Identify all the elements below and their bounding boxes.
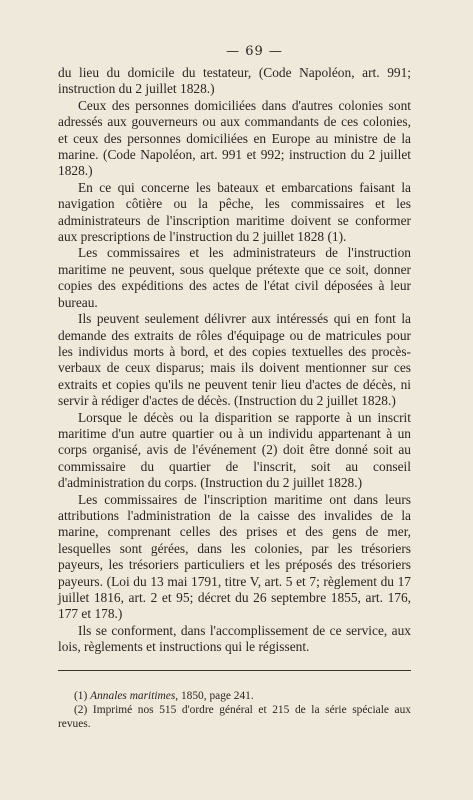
footnote-text: , 1850, page 241. — [175, 689, 254, 702]
body-text — [58, 65, 411, 656]
footnote-separator — [58, 670, 411, 671]
paragraph: Ils se conforment, dans l'accomplissement de ce service, aux lois, règlements et instructions qui le régissent. — [58, 622, 411, 655]
paragraph: Les commissaires et les administrateurs de l'instruction maritime ne peuvent, sous quelque prétexte que ce soit, donner copies des expéditions des actes de l'état civil déposées à leur bureau. — [58, 245, 411, 310]
footnote-marker: (1) — [74, 689, 88, 702]
footnote — [58, 703, 411, 731]
footnote-marker: (2) — [74, 703, 88, 716]
footnotes — [58, 689, 411, 731]
paragraph: En ce qui concerne les bateaux et embarcations faisant la navigation côtière ou la pêche, les commissaires et les administrateurs de l'inscription maritime doivent se conformer aux prescriptions de l'instruction du 2 juillet 1828 (1). — [58, 179, 411, 245]
paragraph: Les commissaires de l'inscription maritime ont dans leurs attributions l'administration de la caisse des invalides de la marine, comprenant celles des prises et des gens de mer, lesquelles sont gérées, dans les colonies, par les trésoriers payeurs, les trésoriers particuliers et les préposés des trésoriers payeurs. (Loi du 13 mai 1791, titre V, art. 5 et 7; règlement du 17 juillet 1816, art. 2 et 95; décret du 26 septembre 1855, art. 176, 177 et 178.) — [58, 491, 411, 622]
paragraph: Lorsque le décès ou la disparition se rapporte à un inscrit maritime d'un autre quartier ou à un individu appartenant à un corps organisé, avis de l'événement (2) doit être donné soit au commissaire du quartier de l'inscrit, soit au conseil d'administration du corps. (Instruction du 2 juillet 1828.) — [58, 409, 411, 491]
paragraph: du lieu du domicile du testateur, (Code Napoléon, art. 991; instruction du 2 juillet 1828.) — [58, 65, 411, 97]
footnote-text: Imprimé nos 515 d'ordre général et 215 de la série spéciale aux revues. — [58, 703, 411, 730]
footnote — [58, 689, 411, 703]
paragraph: Ceux des personnes domiciliées dans d'autres colonies sont adressés aux gouverneurs ou aux commandants de ces colonies, et ceux des personnes domiciliées en Europe au ministre de la marine. (Code Napoléon, art. 991 et 992; instruction du 2 juillet 1828.) — [58, 97, 411, 179]
paragraph: Ils peuvent seulement délivrer aux intéressés qui en font la demande des extraits de rôles d'équipage ou de matricules pour les individus morts à bord, et des copies textuelles des procès-verbaux de ceux disparus; mais ils doivent mentionner sur ces extraits et copies qu'ils ne peuvent tenir lieu d'actes de décès, ni servir à rédiger d'actes de décès. (Instruction du 2 juillet 1828.) — [58, 311, 411, 409]
footnote-source: Annales maritimes — [90, 689, 176, 702]
page-number: — 69 — — [226, 44, 283, 59]
